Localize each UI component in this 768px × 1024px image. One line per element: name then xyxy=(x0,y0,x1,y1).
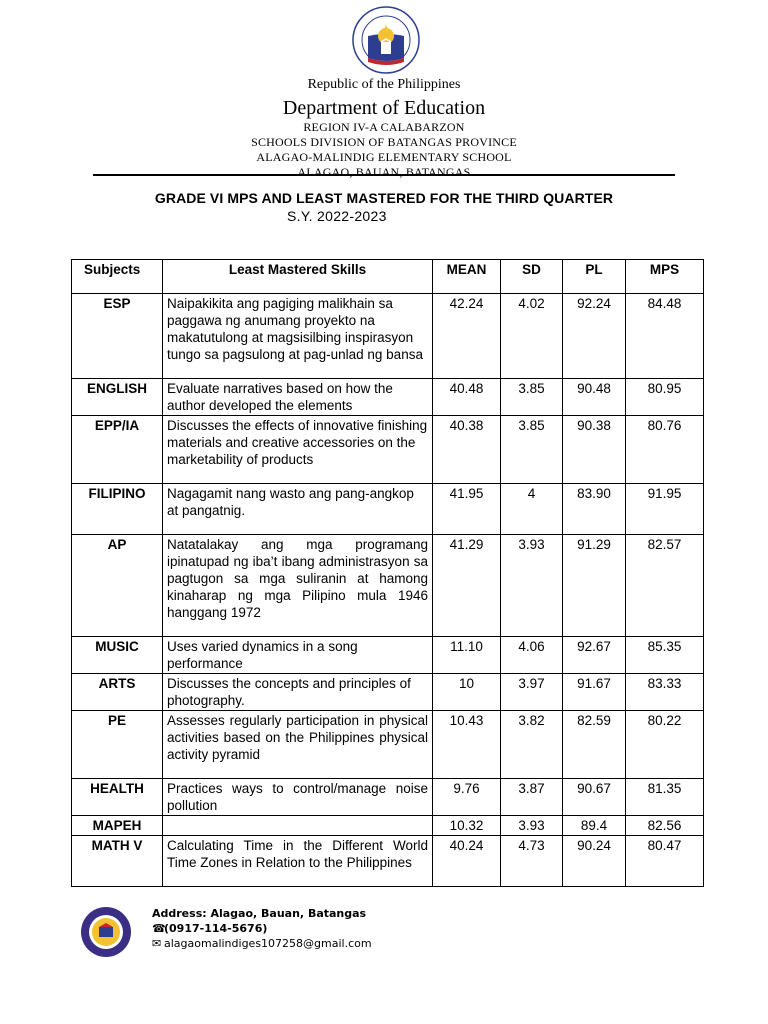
footer-email-line xyxy=(152,936,372,951)
phone-icon: ☎ xyxy=(152,922,166,935)
subject-cell: HEALTH xyxy=(72,779,163,816)
location-line: ALAGAO, BAUAN, BATANGAS xyxy=(297,165,471,179)
mps-cell: 80.47 xyxy=(626,836,704,887)
table-header-row xyxy=(72,260,704,294)
pl-cell: 90.48 xyxy=(563,379,626,416)
table-row xyxy=(72,535,704,637)
mean-cell: 11.10 xyxy=(433,637,501,674)
mean-cell: 10.32 xyxy=(433,816,501,836)
sd-cell: 3.93 xyxy=(501,535,563,637)
skill-cell: Nagagamit nang wasto ang pang-angkop at pangatnig. xyxy=(163,484,433,535)
subject-cell: MAPEH xyxy=(72,816,163,836)
school-year: S.Y. 2022-2023 xyxy=(287,208,387,224)
mps-cell: 84.48 xyxy=(626,294,704,379)
header-divider xyxy=(93,174,675,176)
pl-cell: 91.67 xyxy=(563,674,626,711)
document-title: GRADE VI MPS AND LEAST MASTERED FOR THE THIRD QUARTER xyxy=(154,190,614,206)
footer-address: Address: Alagao, Bauan, Batangas xyxy=(152,907,367,920)
mean-cell: 42.24 xyxy=(433,294,501,379)
footer-phone: (0917-114-5676) xyxy=(164,922,268,935)
region-line: REGION IV-A CALABARZON xyxy=(303,120,465,134)
subject-cell: EPP/IA xyxy=(72,416,163,484)
subject-cell: ESP xyxy=(72,294,163,379)
skill-cell: Discusses the concepts and principles of photography. xyxy=(163,674,433,711)
sd-cell: 3.87 xyxy=(501,779,563,816)
sd-cell: 3.85 xyxy=(501,379,563,416)
col-header-subjects: Subjects xyxy=(72,260,163,294)
skill-cell: Natatalakay ang mga programang ipinatupad ng iba’t ibang administrasyon sa pagtugon sa mga suliranin at hamong kinaharap ng mga Pilipino mula 1946 hanggang 1972 xyxy=(163,535,433,637)
subject-cell: FILIPINO xyxy=(72,484,163,535)
footer-phone-line xyxy=(152,921,372,936)
mean-cell: 40.24 xyxy=(433,836,501,887)
mps-cell: 81.35 xyxy=(626,779,704,816)
department-name: Department of Education xyxy=(282,97,486,119)
table-row xyxy=(72,779,704,816)
pl-cell: 91.29 xyxy=(563,535,626,637)
pl-cell: 82.59 xyxy=(563,711,626,779)
table-row xyxy=(72,379,704,416)
skill-cell: Assesses regularly participation in physical activities based on the Philippines physical activity pyramid xyxy=(163,711,433,779)
sd-cell: 4.02 xyxy=(501,294,563,379)
subject-cell: MUSIC xyxy=(72,637,163,674)
skill-cell: Calculating Time in the Different World Time Zones in Relation to the Philippines xyxy=(163,836,433,887)
mps-cell: 83.33 xyxy=(626,674,704,711)
sd-cell: 3.93 xyxy=(501,816,563,836)
sd-cell: 3.85 xyxy=(501,416,563,484)
skill-cell xyxy=(163,816,433,836)
school-logo-icon xyxy=(80,906,132,958)
republic-line: Republic of the Philippines xyxy=(307,77,461,92)
sd-cell: 4.73 xyxy=(501,836,563,887)
deped-seal-icon xyxy=(352,6,420,74)
pl-cell: 92.67 xyxy=(563,637,626,674)
subject-cell: PE xyxy=(72,711,163,779)
skill-cell: Discusses the effects of innovative finishing materials and creative accessories on the marketability of products xyxy=(163,416,433,484)
mps-cell: 80.76 xyxy=(626,416,704,484)
sd-cell: 3.82 xyxy=(501,711,563,779)
email-icon: ✉ xyxy=(152,937,162,950)
footer-email[interactable]: alagaomalindiges107258@gmail.com xyxy=(164,937,372,950)
letterhead xyxy=(0,76,768,180)
footer-contact xyxy=(152,906,372,951)
mps-table xyxy=(71,259,704,887)
col-header-mean: MEAN xyxy=(433,260,501,294)
mean-cell: 9.76 xyxy=(433,779,501,816)
table-row xyxy=(72,816,704,836)
col-header-sd: SD xyxy=(501,260,563,294)
table-row xyxy=(72,294,704,379)
mean-cell: 40.38 xyxy=(433,416,501,484)
sd-cell: 4 xyxy=(501,484,563,535)
school-line: ALAGAO-MALINDIG ELEMENTARY SCHOOL xyxy=(256,150,512,164)
table-row xyxy=(72,484,704,535)
pl-cell: 90.24 xyxy=(563,836,626,887)
mean-cell: 41.29 xyxy=(433,535,501,637)
division-line: SCHOOLS DIVISION OF BATANGAS PROVINCE xyxy=(251,135,517,149)
subject-cell: ARTS xyxy=(72,674,163,711)
table-row xyxy=(72,416,704,484)
col-header-mps: MPS xyxy=(626,260,704,294)
mps-cell: 91.95 xyxy=(626,484,704,535)
skill-cell: Naipakikita ang pagiging malikhain sa paggawa ng anumang proyekto na makatutulong at magsisilbing inspirasyon tungo sa pagsulong at pag-unlad ng bansa xyxy=(163,294,433,379)
mean-cell: 40.48 xyxy=(433,379,501,416)
skill-cell: Evaluate narratives based on how the author developed the elements xyxy=(163,379,433,416)
skill-cell: Practices ways to control/manage noise pollution xyxy=(163,779,433,816)
mps-cell: 82.57 xyxy=(626,535,704,637)
mean-cell: 10 xyxy=(433,674,501,711)
subject-cell: AP xyxy=(72,535,163,637)
subject-cell: MATH V xyxy=(72,836,163,887)
pl-cell: 90.38 xyxy=(563,416,626,484)
subject-cell: ENGLISH xyxy=(72,379,163,416)
mean-cell: 10.43 xyxy=(433,711,501,779)
mean-cell: 41.95 xyxy=(433,484,501,535)
sd-cell: 4.06 xyxy=(501,637,563,674)
sd-cell: 3.97 xyxy=(501,674,563,711)
pl-cell: 90.67 xyxy=(563,779,626,816)
mps-cell: 82.56 xyxy=(626,816,704,836)
pl-cell: 89.4 xyxy=(563,816,626,836)
table-row xyxy=(72,674,704,711)
mps-cell: 85.35 xyxy=(626,637,704,674)
col-header-pl: PL xyxy=(563,260,626,294)
pl-cell: 83.90 xyxy=(563,484,626,535)
mps-cell: 80.22 xyxy=(626,711,704,779)
mps-cell: 80.95 xyxy=(626,379,704,416)
table-row xyxy=(72,836,704,887)
table-row xyxy=(72,711,704,779)
col-header-skills: Least Mastered Skills xyxy=(163,260,433,294)
skill-cell: Uses varied dynamics in a song performance xyxy=(163,637,433,674)
pl-cell: 92.24 xyxy=(563,294,626,379)
table-row xyxy=(72,637,704,674)
